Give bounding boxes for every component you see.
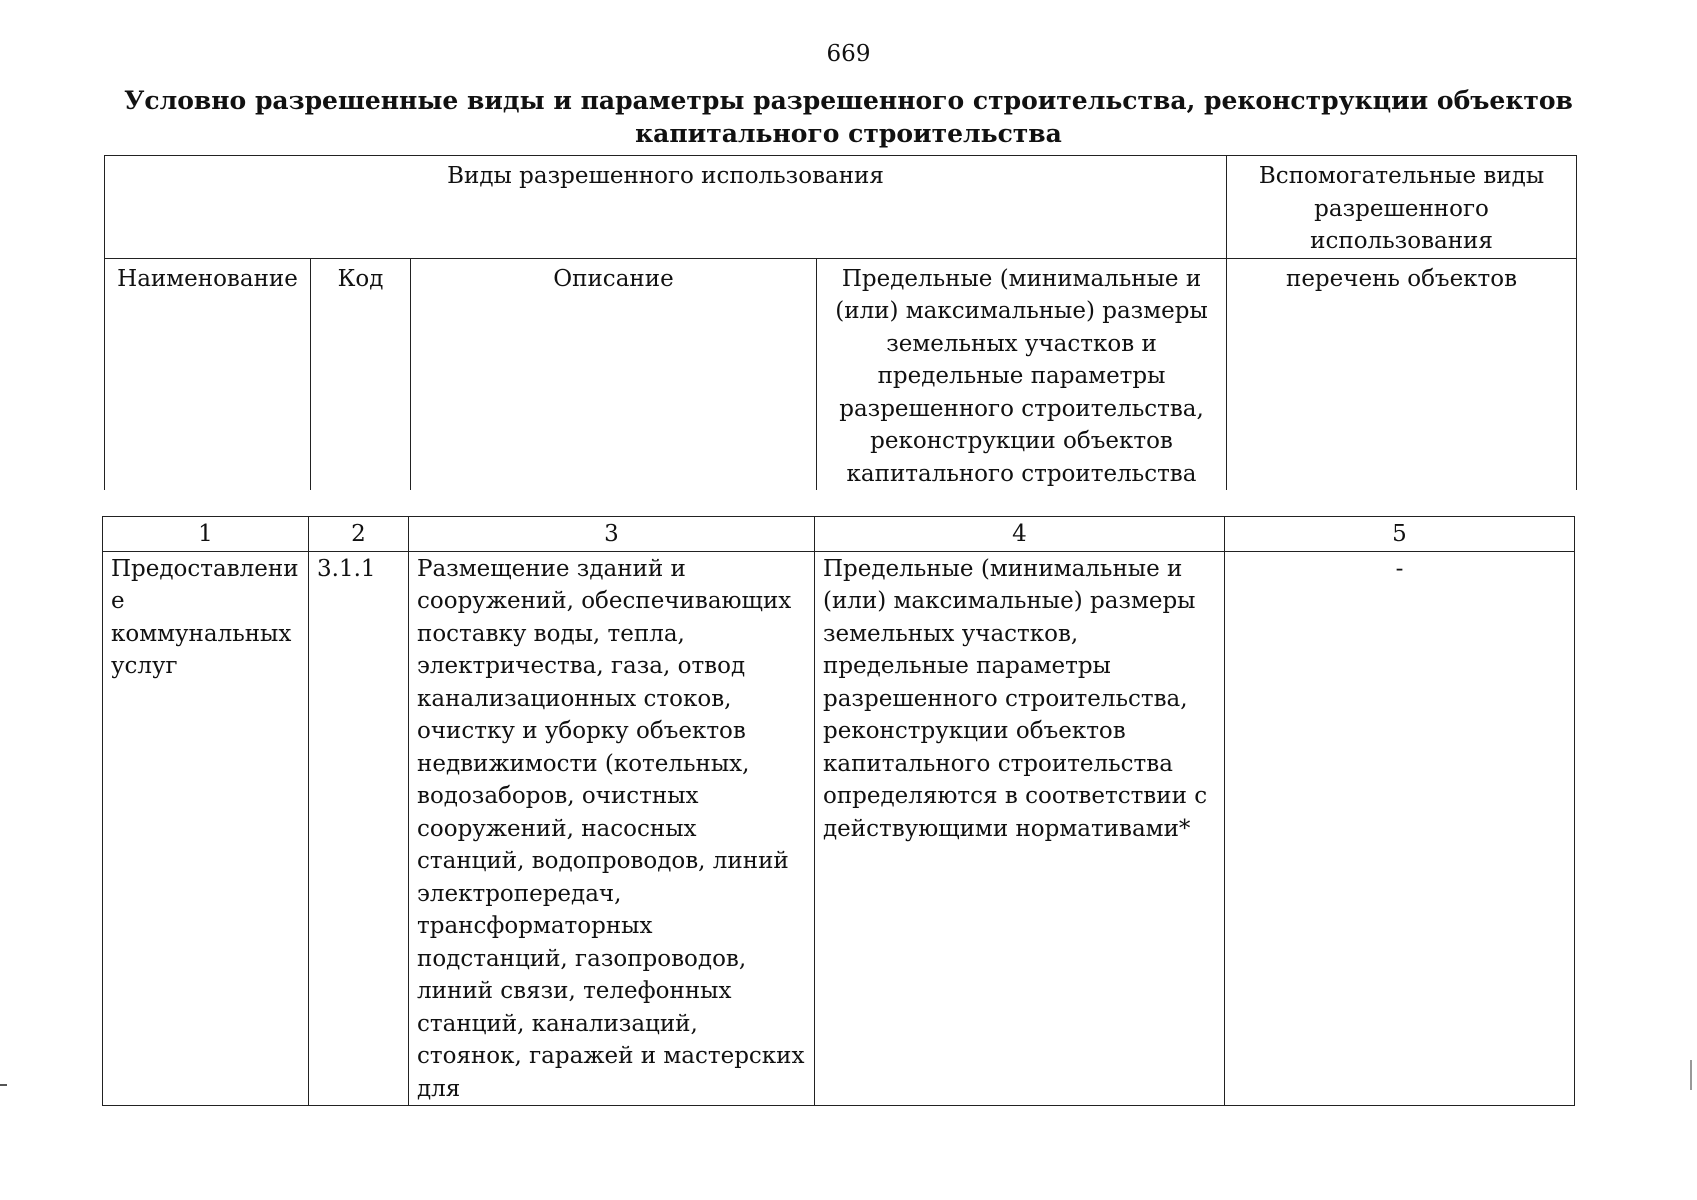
cell-auxiliary: - (1225, 551, 1575, 1106)
column-number: 2 (309, 517, 409, 552)
data-table (102, 516, 1575, 1106)
column-number: 4 (815, 517, 1225, 552)
header-table (104, 155, 1577, 490)
scan-artifact (0, 1084, 7, 1086)
header-col-code: Код (311, 258, 411, 490)
page-number: 669 (826, 41, 871, 67)
cell-parameters: Предельные (минимальные и (или) максимальные) размеры земельных участков, предельные параметры разрешенного строительства, реконструкции объектов капитального строительства определяются в соответствии с действующими нормативами* (815, 551, 1225, 1106)
header-col-name: Наименование (105, 258, 311, 490)
table-row (103, 551, 1575, 1106)
scan-artifact (1690, 1060, 1692, 1090)
column-number: 3 (409, 517, 815, 552)
header-col-description: Описание (411, 258, 817, 490)
cell-description: Размещение зданий и сооружений, обеспечивающих поставку воды, тепла, электричества, газа, отвод канализационных стоков, очистку и уборку объектов недвижимости (котельных, водозаборов, очистных сооружений, насосных станций, водопроводов, линий электропередач, трансформаторных подстанций, газопроводов, линий связи, телефонных станций, канализаций, стоянок, гаражей и мастерских для (409, 551, 815, 1106)
document-title: Условно разрешенные виды и параметры разрешенного строительства, реконструкции объектов капитального строительства (124, 86, 1573, 148)
header-col-objects: перечень объектов (1227, 258, 1577, 490)
column-number: 5 (1225, 517, 1575, 552)
column-number: 1 (103, 517, 309, 552)
header-col-parameters: Предельные (минимальные и (или) максимальные) размеры земельных участков и предельные параметры разрешенного строительства, реконструкции объектов капитального строительства (817, 258, 1227, 490)
column-number-row (103, 517, 1575, 552)
cell-name: Предоставлени е коммунальных услуг (103, 551, 309, 1106)
cell-code: 3.1.1 (309, 551, 409, 1106)
header-aux-group: Вспомогательные виды разрешенного использования (1227, 156, 1577, 259)
header-main-group: Виды разрешенного использования (105, 156, 1227, 259)
